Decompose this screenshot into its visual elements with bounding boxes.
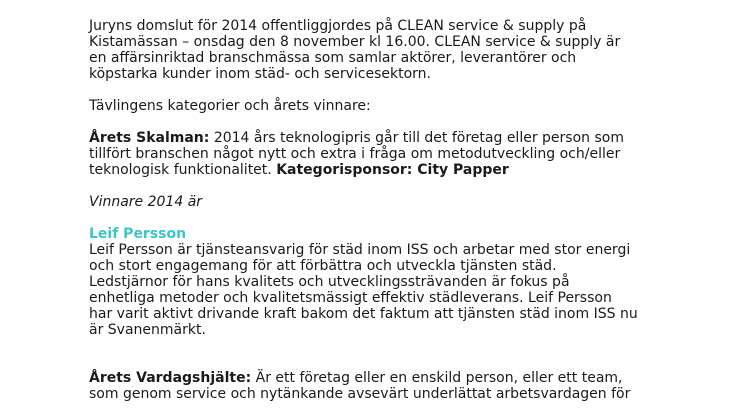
skalman-text: 2014 års teknologipris går till det företag eller person som [209,130,624,146]
skalman-line-2: tillfört branschen något nytt och extra i fråga om metodutveckling och/eller [89,146,621,162]
intro-line: en affärsinriktad branschmässa som samlar aktörer, leverantörer och [89,50,577,66]
skalman-text: teknologisk funktionalitet. [89,162,277,178]
winner-line: Leif Persson är tjänsteansvarig för städ inom ISS och arbetar med stor energi [89,242,631,258]
spacer [89,354,729,370]
document-page [89,18,729,418]
skalman-line-3 [89,162,729,178]
skalman-paragraph [89,130,729,178]
skalman-title: Årets Skalman: [89,130,210,146]
vardagshjalte-line-1 [89,370,729,386]
intro-line: Juryns domslut för 2014 offentliggjordes på CLEAN service & supply på [89,18,587,34]
intro-paragraph [89,18,729,82]
vardagshjalte-text: Är ett företag eller en enskild person, eller ett team, [251,370,623,386]
intro-line: Kistamässan – onsdag den 8 november kl 16.00. CLEAN service & supply är [89,34,621,50]
vardagshjalte-line-2: som genom service och nytänkande avsevärt underlättat arbetsvardagen för [89,386,631,402]
winner-intro: Vinnare 2014 är [89,194,203,210]
skalman-line-1 [89,130,729,146]
vardagshjalte-paragraph [89,370,729,402]
winner-paragraph [89,226,729,338]
winner-name: Leif Persson [89,226,187,242]
winner-line: har varit aktivt drivande kraft bakom det faktum att tjänsten städ inom ISS nu [89,306,638,322]
winner-line: enhetliga metoder och kvalitetsmässigt effektiv städleverans. Leif Persson [89,290,612,306]
winner-line: Ledstjärnor för hans kvalitets och utvecklingssträvanden är fokus på [89,274,570,290]
intro-line: köpstarka kunder inom städ- och servicesektorn. [89,66,432,82]
skalman-sponsor: Kategorisponsor: City Papper [276,162,509,178]
winner-line: och stort engagemang för att förbättra och utveckla tjänsten städ. [89,258,557,274]
winner-line: är Svanenmärkt. [89,322,206,338]
categories-heading: Tävlingens kategorier och årets vinnare: [89,98,371,114]
vardagshjalte-title: Årets Vardagshjälte: [89,370,252,386]
